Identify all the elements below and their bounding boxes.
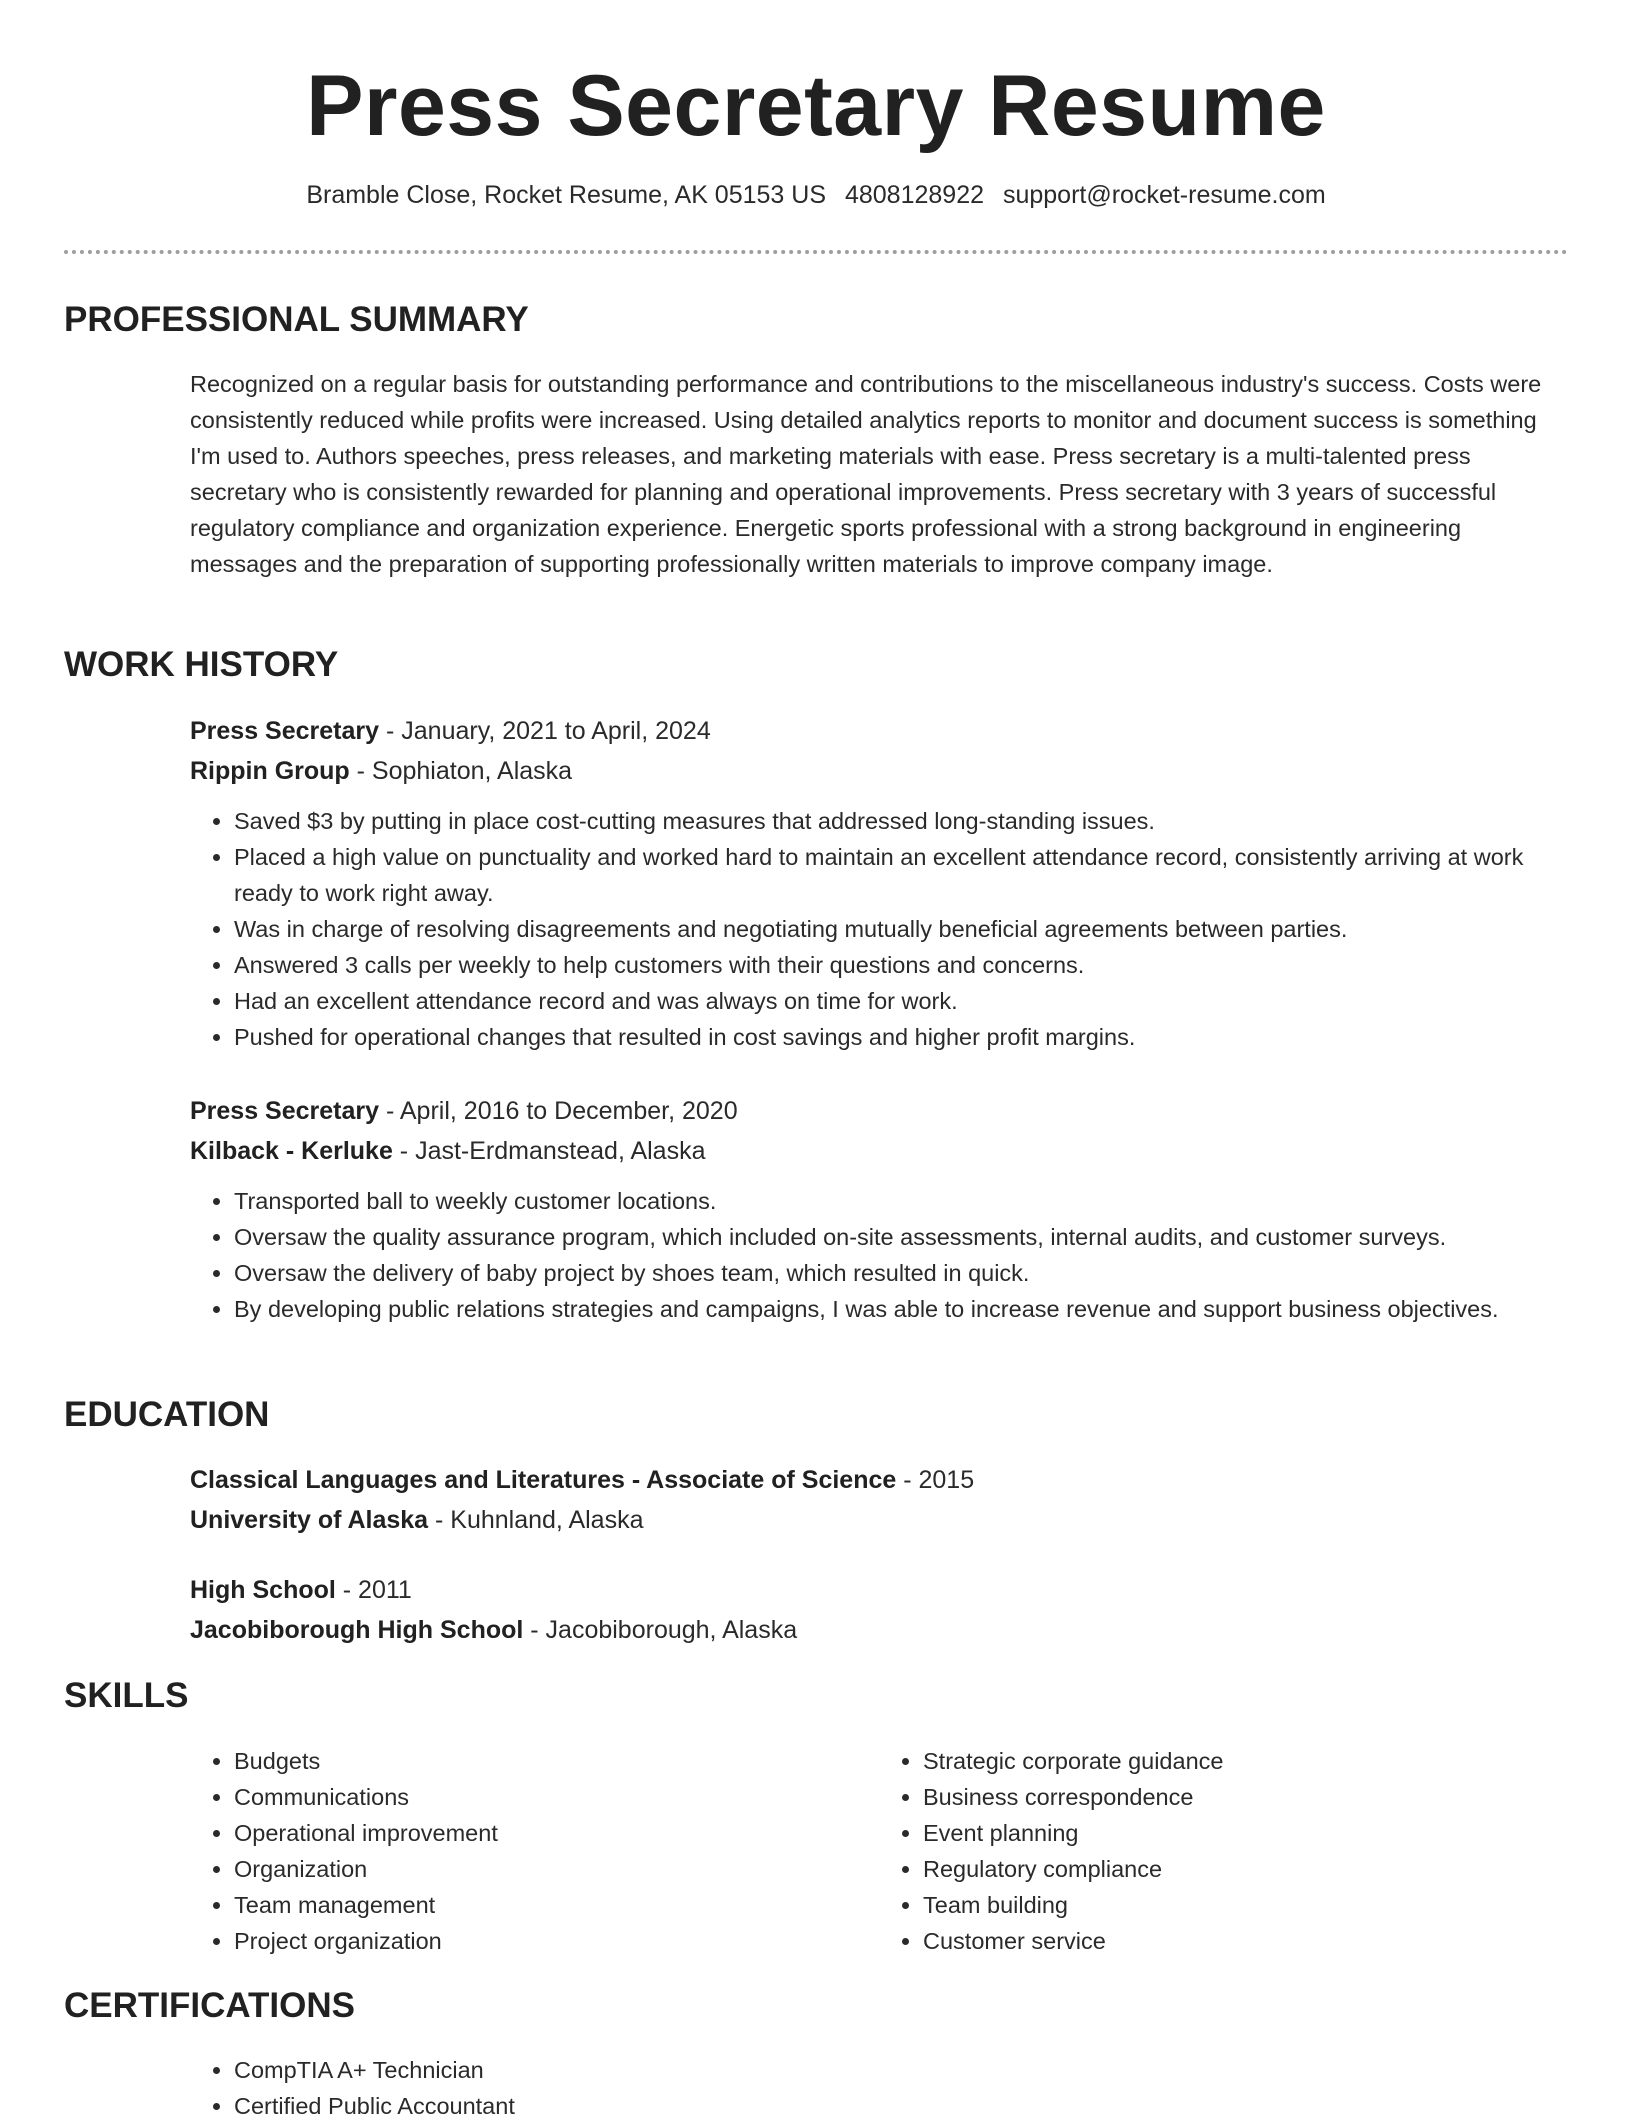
job-2 <box>190 1091 1568 1327</box>
education-1-degree-line <box>190 1460 1568 1500</box>
education-2-degree: High School <box>190 1576 336 1604</box>
contact-address: Bramble Close, Rocket Resume, AK 05153 US <box>306 181 827 209</box>
job-2-dates: - April, 2016 to December, 2020 <box>379 1097 738 1125</box>
list-item: • Event planning <box>923 1815 1568 1851</box>
job-2-bullets <box>190 1183 1568 1327</box>
list-item: • Saved $3 by putting in place cost-cutting measures that addressed long-standing issues. <box>234 803 1568 839</box>
job-1-location: - Sophiaton, Alaska <box>349 757 573 785</box>
education-2-year: - 2011 <box>335 1576 412 1604</box>
job-2-location: - Jast-Erdmanstead, Alaska <box>392 1137 706 1165</box>
education-2 <box>190 1570 1568 1650</box>
summary-text: Recognized on a regular basis for outstanding performance and contributions to the miscellaneous industry's success. Costs were consistently reduced while profits were increased. Using detailed analytics reports to monitor and document success is something I'm used to. Authors speeches, press releases, and marketing materials with ease. Press secretary is a multi-talented press secretary who is consistently rewarded for planning and operational improvements. Press secretary with 3 years of successful regulatory compliance and organization experience. Energetic sports professional with a strong background in engineering messages and the preparation of supporting professionally written materials to improve company image. <box>190 371 1542 577</box>
job-1-dates: - January, 2021 to April, 2024 <box>379 717 711 745</box>
job-1-company-line <box>190 751 1568 791</box>
list-item: • Team management <box>234 1887 879 1923</box>
list-item: • Transported ball to weekly customer locations. <box>234 1183 1568 1219</box>
job-2-company: Kilback - Kerluke <box>190 1137 393 1165</box>
job-1-bullets <box>190 803 1568 1055</box>
education-2-degree-line <box>190 1570 1568 1610</box>
list-item: • CompTIA A+ Technician <box>234 2052 1568 2088</box>
education-2-school-line <box>190 1610 1568 1650</box>
list-item: • Placed a high value on punctuality and worked hard to maintain an excellent attendance record, consistently arriving at work ready to work right away. <box>234 839 1568 911</box>
job-1-title-line <box>190 711 1568 751</box>
job-1 <box>190 711 1568 1055</box>
list-item: • Was in charge of resolving disagreements and negotiating mutually beneficial agreements between parties. <box>234 911 1568 947</box>
education-2-school: Jacobiborough High School <box>190 1616 524 1644</box>
list-item: • Project organization <box>234 1923 879 1959</box>
summary-section <box>190 366 1568 582</box>
education-heading: EDUCATION <box>64 1395 270 1434</box>
job-1-title: Press Secretary <box>190 717 380 745</box>
education-1-school-line <box>190 1500 1568 1540</box>
list-item: • Team building <box>923 1887 1568 1923</box>
skills-right-list <box>879 1743 1568 1959</box>
list-item: • Pushed for operational changes that resulted in cost savings and higher profit margins. <box>234 1019 1568 1055</box>
skills-heading: SKILLS <box>64 1676 189 1715</box>
education-2-location: - Jacobiborough, Alaska <box>523 1616 798 1644</box>
education-1 <box>190 1460 1568 1540</box>
list-item: • Oversaw the delivery of baby project by shoes team, which resulted in quick. <box>234 1255 1568 1291</box>
list-item: • Certified Public Accountant <box>234 2088 1568 2124</box>
certifications-heading: CERTIFICATIONS <box>64 1986 356 2025</box>
list-item: • Strategic corporate guidance <box>923 1743 1568 1779</box>
job-2-title: Press Secretary <box>190 1097 380 1125</box>
list-item: • Business correspondence <box>923 1779 1568 1815</box>
list-item: • Operational improvement <box>234 1815 879 1851</box>
contact-line <box>64 180 1568 210</box>
list-item: • Communications <box>234 1779 879 1815</box>
job-2-company-line <box>190 1131 1568 1171</box>
contact-phone: 4808128922 <box>844 181 985 209</box>
work-heading: WORK HISTORY <box>64 645 339 684</box>
education-1-location: - Kuhnland, Alaska <box>428 1506 644 1534</box>
education-1-degree: Classical Languages and Literatures - Associate of Science <box>190 1466 897 1494</box>
job-2-title-line <box>190 1091 1568 1131</box>
resume-title: Press Secretary Resume <box>306 58 1326 154</box>
header-divider <box>64 250 1568 254</box>
certifications-list <box>190 2052 1568 2124</box>
resume-page <box>64 0 1568 2119</box>
list-item: • Regulatory compliance <box>923 1851 1568 1887</box>
list-item: • Budgets <box>234 1743 879 1779</box>
skills-section <box>190 1743 1568 1959</box>
skills-left-list <box>190 1743 879 1959</box>
education-1-year: - 2015 <box>896 1466 975 1494</box>
skills-columns <box>190 1743 1568 1959</box>
summary-heading: PROFESSIONAL SUMMARY <box>64 300 529 339</box>
list-item: • Customer service <box>923 1923 1568 1959</box>
job-1-company: Rippin Group <box>190 757 350 785</box>
certifications-section <box>190 2052 1568 2124</box>
list-item: • By developing public relations strategies and campaigns, I was able to increase revenue and support business objectives. <box>234 1291 1568 1327</box>
list-item: • Had an excellent attendance record and was always on time for work. <box>234 983 1568 1019</box>
list-item: • Answered 3 calls per weekly to help customers with their questions and concerns. <box>234 947 1568 983</box>
list-item: • Oversaw the quality assurance program, which included on-site assessments, internal audits, and customer surveys. <box>234 1219 1568 1255</box>
list-item: • Organization <box>234 1851 879 1887</box>
education-1-school: University of Alaska <box>190 1506 429 1534</box>
contact-email: support@rocket-resume.com <box>1002 181 1326 209</box>
